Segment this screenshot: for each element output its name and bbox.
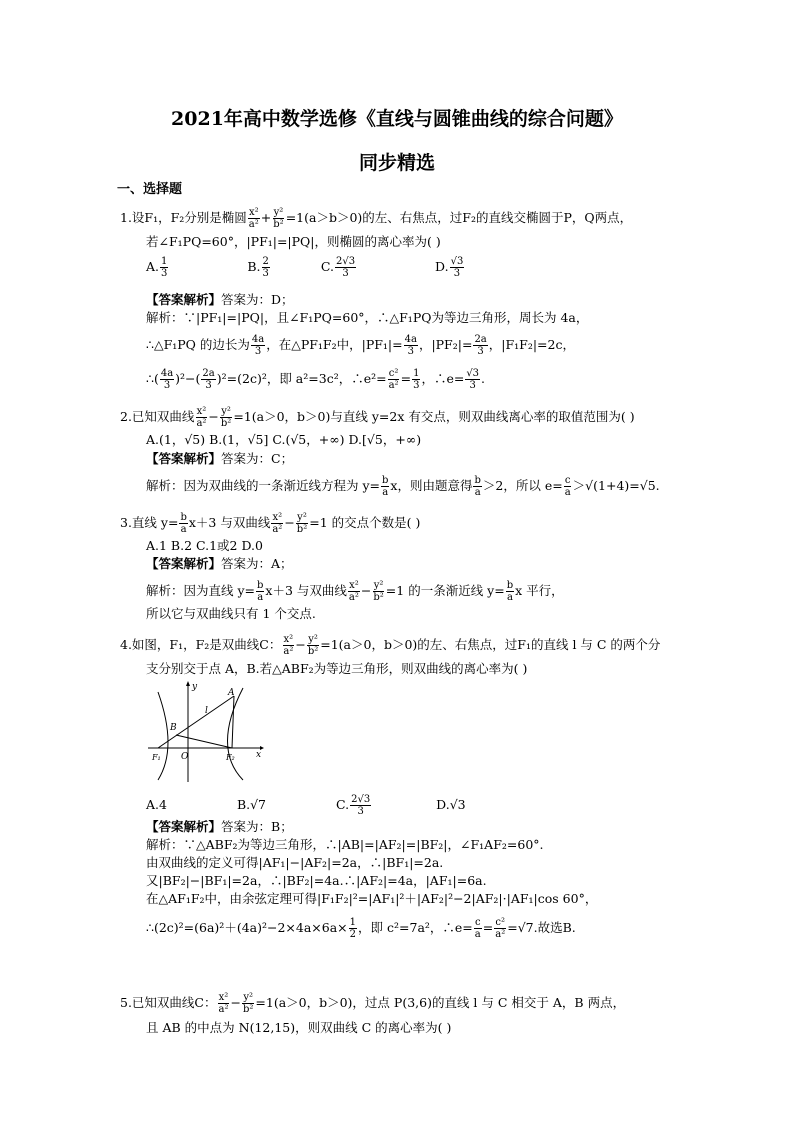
document-title: 2021年高中数学选修《直线与圆锥曲线的综合问题》 — [171, 108, 623, 130]
q4-option-c: C. $\frac{2√3}{3}$ — [335, 794, 371, 817]
q2-solution: 解析：因为双曲线的一条渐近线方程为 y= $\frac{b}{a}$ x，则由题意得 $\frac{b}{a}$ ＞2，所以 e= $\frac{c}{a}$ ＞√(1+4)=√5. — [146, 475, 660, 498]
right-branch — [228, 688, 244, 780]
label-l: l — [205, 706, 208, 716]
label-b: B — [170, 723, 177, 733]
document-subtitle: 同步精选 — [358, 152, 435, 174]
q4-stem-line1: 4.如图，F₁，F₂是双曲线C： $\frac{\text{x²}}{\text{a²}}$ − $\frac{\text{y²}}{\text{b²}}$ =1(a＞0，b＞0)的左、右焦点，过F₁的直线 l 与 C 的两个分 — [120, 634, 661, 657]
q4-option-a: A.4 — [146, 797, 167, 812]
q3-solution-line1: 解析：因为直线 y= $\frac{b}{a}$ x＋3 与双曲线 $\frac{\text{x²}}{\text{a²}}$ − $\frac{\text{y²}}{\text{b²}}$ =1 的一条渐近线 y= $\frac{b}{a}$ x 平行， — [146, 580, 564, 603]
q1-options — [146, 256, 465, 279]
q1-solution-line2: ∴△F₁PQ 的边长为 $\frac{4a}{3}$ ，在△PF₁F₂中，|PF₁|= $\frac{4a}{3}$ ，|PF₂|= $\frac{2a}{3}$ ，|F₁F₂|=2c， — [146, 334, 575, 357]
q3-stem: 3.直线 y= $\frac{b}{a}$ x＋3 与双曲线 $\frac{\text{x²}}{\text{a²}}$ − $\frac{\text{y²}}{\text{b²}}$ =1 的交点个数是( ) — [120, 512, 421, 535]
label-x: x — [256, 750, 262, 760]
q4-option-b: B.√7 — [236, 797, 267, 812]
q2-answer: 【答案解析】答案为：C； — [146, 451, 294, 466]
q4-solution-line5: ∴(2c)²=(6a)²＋(4a)²−2×4a×6a× $\frac{1}{2}$ ，即 c²=7a²，∴e= $\frac{c}{a}$ = $\frac{\text{c²}}{\text{a²}}$ =√7.故选B. — [146, 917, 576, 940]
q4-stem-line2: 支分别交于点 A，B.若△ABF₂为等边三角形，则双曲线的离心率为( ) — [146, 661, 528, 676]
q2-stem: 2.已知双曲线 $\frac{\text{x²}}{\text{a²}}$ − $\frac{\text{y²}}{\text{b²}}$ =1(a＞0，b＞0)与直线 y=2x 有交点，则双曲线离心率的取值范围为( ) — [120, 406, 635, 429]
line-l — [158, 696, 234, 748]
q2-options: A.(1，√5) B.(1，√5] C.(√5，+∞) D.[√5，+∞) — [146, 432, 422, 447]
left-branch — [158, 692, 168, 780]
q4-answer: 【答案解析】答案为：B； — [146, 819, 293, 834]
q3-options: A.1 B.2 C.1或2 D.0 — [146, 538, 263, 553]
hyperbola-figure — [148, 680, 264, 782]
q5-stem-line1: 5.已知双曲线C： $\frac{\text{x²}}{\text{a²}}$ − $\frac{\text{y²}}{\text{b²}}$ =1(a＞0，b＞0)，过点 P(3,6)的直线 l 与 C 相交于 A，B 两点， — [120, 992, 626, 1015]
q4-solution-line4: 在△AF₁F₂中，由余弦定理可得|F₁F₂|²=|AF₁|²＋|AF₂|²−2|AF₂|·|AF₁|cos 60°， — [146, 891, 598, 906]
q4-solution-line1: 解析：∵△ABF₂为等边三角形，∴|AB|=|AF₂|=|BF₂|，∠F₁AF₂=60°. — [146, 837, 544, 852]
q1-option-b: B. $\frac{2}{3}$ — [247, 256, 269, 279]
q4-solution-line2: 由双曲线的定义可得|AF₁|−|AF₂|=2a，∴|BF₁|=2a. — [146, 855, 444, 870]
section-heading: 一、选择题 — [117, 182, 183, 197]
q5-stem-line2: 且 AB 的中点为 N(12,15)，则双曲线 C 的离心率为( ) — [146, 1020, 452, 1035]
segment-bf2 — [176, 735, 232, 748]
q4-solution-line3: 又|BF₂|−|BF₁|=2a，∴|BF₂|=4a.∴|AF₂|=4a，|AF₁|=6a. — [146, 873, 487, 888]
q3-solution-line2: 所以它与双曲线只有 1 个交点. — [146, 606, 316, 621]
label-f2: F₂ — [226, 753, 235, 762]
label-y: y — [192, 682, 198, 692]
q1-stem-line1: 1.设F₁，F₂分别是椭圆 $\frac{\text{x²}}{\text{a²}}$ + $\frac{\text{y²}}{\text{b²}}$ =1(a＞b＞0)的左、右焦点，过F₂的直线交椭圆于P，Q两点， — [120, 207, 633, 230]
q1-option-d: D. $\frac{√3}{3}$ — [435, 256, 464, 279]
q1-stem-line2: 若∠F₁PQ=60°，|PF₁|=|PQ|，则椭圆的离心率为( ) — [146, 234, 441, 249]
q4-option-d: D.√3 — [436, 797, 466, 812]
segment-af2 — [232, 696, 234, 748]
q1-solution-line3: ∴( $\frac{4a}{3}$ )²−( $\frac{2a}{3}$ )²=(2c)²，即 a²=3c²，∴e²= $\frac{\text{c²}}{\text{a²}}$ = $\frac{1}{3}$ ，∴e= $\frac{√3}{3}$ . — [146, 368, 486, 391]
label-f1: F₁ — [152, 753, 161, 762]
label-a: A — [228, 688, 235, 698]
q4-options — [146, 794, 466, 817]
q3-answer: 【答案解析】答案为：A； — [146, 556, 293, 571]
y-axis-arrow — [186, 681, 190, 686]
q1-option-a: A. $\frac{1}{3}$ — [146, 256, 168, 279]
q1-answer: 【答案解析】答案为：D； — [146, 292, 294, 307]
label-o: O — [181, 752, 189, 762]
q1-solution-line1: 解析：∵|PF₁|=|PQ|，且∠F₁PQ=60°，∴△F₁PQ为等边三角形，周长为 4a， — [146, 310, 589, 325]
q1-option-c: C. $\frac{2√3}{3}$ — [320, 256, 356, 279]
